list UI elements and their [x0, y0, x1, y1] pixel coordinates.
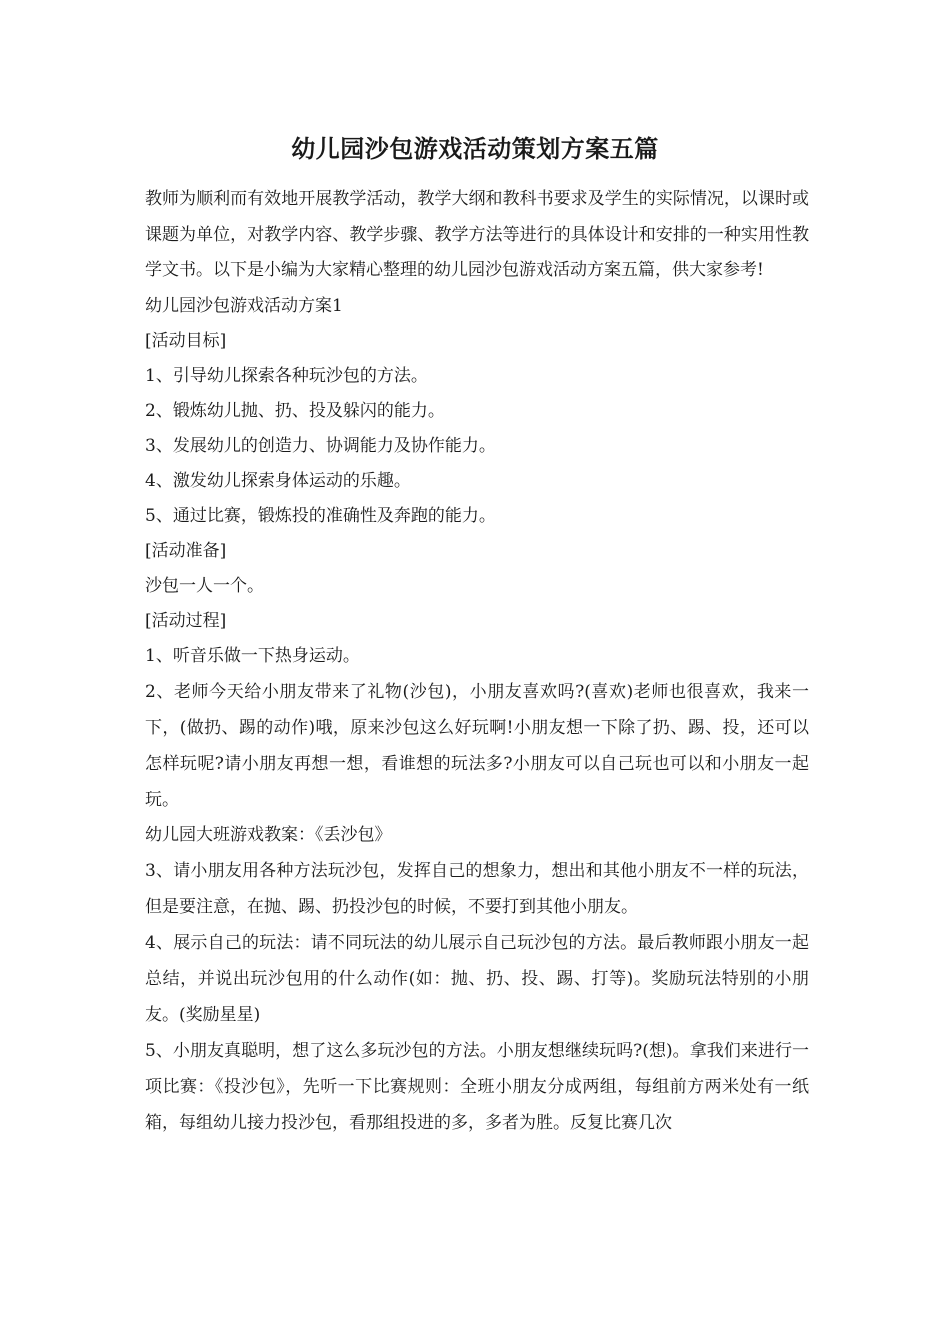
process-step: 3、请小朋友用各种方法玩沙包，发挥自己的想象力，想出和其他小朋友不一样的玩法，但是要注意，在抛、踢、扔投沙包的时候，不要打到其他小朋友。	[145, 860, 809, 917]
goal-item: 5、通过比赛，锻炼投的准确性及奔跑的能力。	[145, 505, 496, 526]
intro-paragraph: 教师为顺利而有效地开展教学活动，教学大纲和教科书要求及学生的实际情况，以课时或课题为单位，对教学内容、教学步骤、教学方法等进行的具体设计和安排的一种实用性教学文书。以下是小编为大家精心整理的幼儿园沙包游戏活动方案五篇，供大家参考!	[145, 189, 809, 281]
goals-heading: [活动目标]	[145, 330, 227, 351]
goal-item: 4、激发幼儿探索身体运动的乐趣。	[145, 470, 411, 491]
process-step: 5、小朋友真聪明，想了这么多玩沙包的方法。小朋友想继续玩吗?(想)。拿我们来进行一项比赛：《投沙包》，先听一下比赛规则：全班小朋友分成两组，每组前方两米处有一纸箱，每组幼儿接力投沙包，看那组投进的多，多者为胜。反复比赛几次	[145, 1040, 809, 1133]
prep-text: 沙包一人一个。	[145, 575, 264, 596]
prep-heading: [活动准备]	[145, 540, 227, 561]
process-step: 1、听音乐做一下热身运动。	[145, 645, 360, 666]
process-step: 4、展示自己的玩法：请不同玩法的幼儿展示自己玩沙包的方法。最后教师跟小朋友一起总结，并说出玩沙包用的什么动作(如：抛、扔、投、踢、打等)。奖励玩法特别的小朋友。(奖励星星)	[145, 932, 809, 1025]
process-heading: [活动过程]	[145, 610, 227, 631]
interlude-text: 幼儿园大班游戏教案：《丢沙包》	[145, 824, 392, 845]
goal-item: 1、引导幼儿探索各种玩沙包的方法。	[145, 365, 428, 386]
goal-item: 3、发展幼儿的创造力、协调能力及协作能力。	[145, 435, 496, 456]
process-step: 2、老师今天给小朋友带来了礼物(沙包)，小朋友喜欢吗?(喜欢)老师也很喜欢，我来一下，(做扔、踢的动作)哦，原来沙包这么好玩啊!小朋友想一下除了扔、踢、投，还可以怎样玩呢?请小朋友再想一想，看谁想的玩法多?小朋友可以自己玩也可以和小朋友一起玩。	[145, 681, 809, 810]
plan-heading: 幼儿园沙包游戏活动方案1	[145, 295, 343, 316]
goal-item: 2、锻炼幼儿抛、扔、投及躲闪的能力。	[145, 400, 445, 421]
document-body	[145, 182, 809, 1141]
document-title: 幼儿园沙包游戏活动策划方案五篇	[291, 134, 659, 163]
